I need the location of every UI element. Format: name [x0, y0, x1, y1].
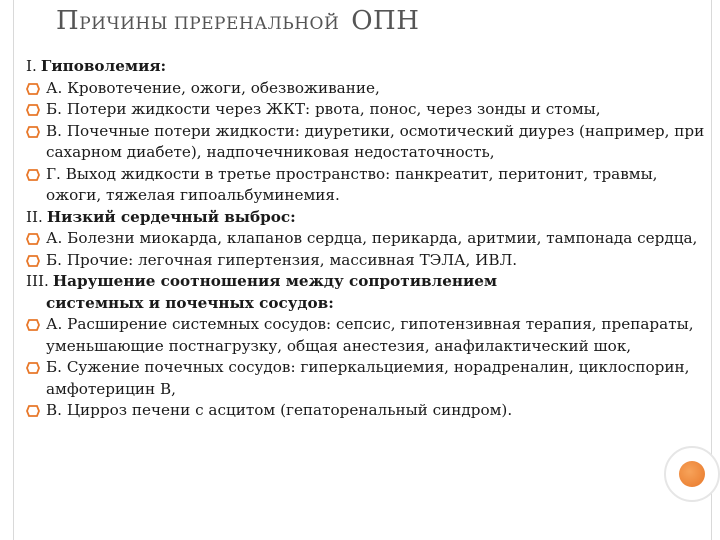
diamond-bullet-icon [26, 255, 40, 267]
section-heading [26, 271, 706, 293]
list-item-text: В. Цирроз печени с асцитом (гепаторенальный синдром). [46, 401, 513, 419]
list-item [26, 400, 706, 422]
slide-frame-left [13, 0, 14, 540]
section-heading [26, 207, 706, 229]
diamond-bullet-icon [26, 104, 40, 116]
section-heading [26, 56, 706, 78]
list-item [26, 121, 706, 164]
list-item [26, 78, 706, 100]
slide-body [26, 56, 706, 422]
title-small-caps: РИЧИНЫ ПРЕРЕНАЛЬНОЙ [79, 14, 346, 34]
section-number: I. [26, 57, 37, 75]
list-item [26, 164, 706, 207]
list-item [26, 314, 706, 357]
list-item [26, 228, 706, 250]
list-item-text: Б. Сужение почечных сосудов: гиперкальциемия, норадреналин, циклоспорин, амфотерицин В, [46, 358, 690, 398]
diamond-bullet-icon [26, 405, 40, 417]
section-title: Нарушение соотношения между сопротивлением [52, 272, 498, 290]
list-item-text: А. Кровотечение, ожоги, обезвоживание, [46, 78, 380, 97]
diamond-bullet-icon [26, 233, 40, 245]
section-title-continued: системных и почечных сосудов: [46, 293, 334, 312]
orb-center-icon [679, 461, 705, 487]
diamond-bullet-icon [26, 169, 40, 181]
diamond-bullet-icon [26, 83, 40, 95]
diamond-bullet-icon [26, 126, 40, 138]
section-number: III. [26, 272, 49, 290]
section-title: Гиповолемия: [40, 57, 167, 75]
slide-title [56, 6, 419, 36]
list-item [26, 250, 706, 272]
list-item-text: А. Расширение системных сосудов: сепсис, гипотензивная терапия, препараты, уменьшающие постнагрузку, общая анестезия, анафилактический шок, [46, 315, 694, 355]
title-first-letter: П [56, 6, 80, 36]
list-item [26, 357, 706, 400]
list-item-text: Б. Прочие: легочная гипертензия, массивная ТЭЛА, ИВЛ. [46, 250, 518, 269]
section-title: Низкий сердечный выброс: [46, 207, 296, 226]
decorative-orb [664, 446, 720, 502]
section-number: II. [26, 207, 43, 226]
title-abbrev: ОПН [351, 6, 420, 36]
list-item-text: Б. Потери жидкости через ЖКТ: рвота, понос, через зонды и стомы, [46, 100, 601, 118]
diamond-bullet-icon [26, 362, 40, 374]
diamond-bullet-icon [26, 319, 40, 331]
list-item [26, 99, 706, 121]
list-item-text: Г. Выход жидкости в третье пространство: панкреатит, перитонит, травмы, ожоги, тяжелая гипоальбуминемия. [46, 164, 658, 204]
list-item-text: А. Болезни миокарда, клапанов сердца, перикарда, аритмии, тампонада сердца, [46, 229, 698, 247]
list-item-text: В. Почечные потери жидкости: диуретики, осмотический диурез (например, при сахарном диабете), надпочечниковая недостаточность, [46, 121, 705, 161]
